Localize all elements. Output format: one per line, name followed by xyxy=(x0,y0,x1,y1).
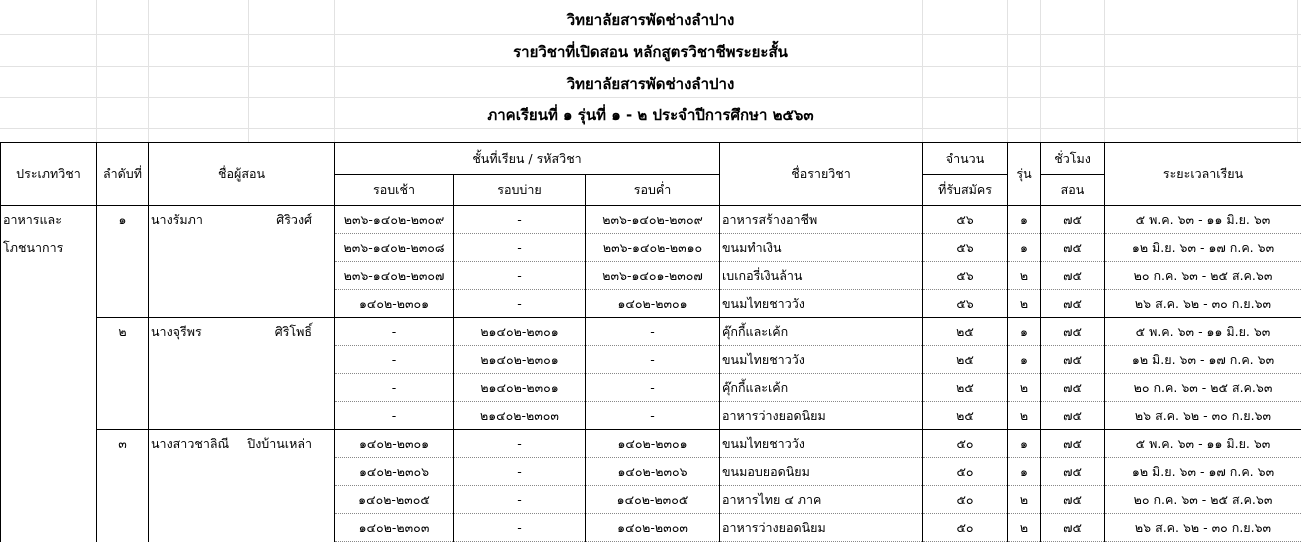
morning-code-cell[interactable]: ๑๔๐๒-๒๓๐๕ xyxy=(335,486,454,514)
capacity-cell[interactable]: ๕๖ xyxy=(923,290,1008,318)
batch-cell[interactable]: ๒ xyxy=(1008,262,1041,290)
order-cell[interactable] xyxy=(97,486,149,514)
batch-cell[interactable]: ๑ xyxy=(1008,430,1041,458)
hours-cell[interactable]: ๗๕ xyxy=(1041,374,1105,402)
afternoon-code-cell[interactable]: - xyxy=(454,458,586,486)
table-row xyxy=(1,374,1301,402)
capacity-cell[interactable]: ๕๖ xyxy=(923,234,1008,262)
teacher-cell[interactable] xyxy=(149,486,335,514)
teacher-cell[interactable] xyxy=(149,514,335,542)
teacher-cell[interactable] xyxy=(149,290,335,318)
title-line-1[interactable]: วิทยาลัยสารพัดช่างลำปาง xyxy=(566,11,735,29)
batch-cell[interactable]: ๑ xyxy=(1008,458,1041,486)
category-cell[interactable] xyxy=(1,486,97,514)
period-cell[interactable]: ๒๖ ส.ค. ๖๒ - ๓๐ ก.ย.๖๓ xyxy=(1105,290,1301,318)
teacher-name xyxy=(151,322,332,342)
morning-code-cell[interactable]: - xyxy=(335,402,454,430)
header-subject[interactable]: ชื่อรายวิชา xyxy=(720,143,923,206)
morning-code-cell[interactable]: ๒๓๖-๑๔๐๒-๒๓๐๙ xyxy=(335,206,454,234)
gridline xyxy=(0,128,1301,129)
capacity-cell[interactable]: ๕๐ xyxy=(923,430,1008,458)
batch-cell[interactable]: ๒ xyxy=(1008,290,1041,318)
hours-cell[interactable]: ๗๕ xyxy=(1041,430,1105,458)
subject-cell[interactable]: ขนมอบยอดนิยม xyxy=(720,458,923,486)
period-cell[interactable]: ๑๒ มิ.ย. ๖๓ - ๑๗ ก.ค. ๖๓ xyxy=(1105,234,1301,262)
category-cell[interactable]: โภชนาการ xyxy=(1,234,97,262)
teacher-cell[interactable] xyxy=(149,206,335,234)
morning-code-cell[interactable]: ๒๓๖-๑๔๐๒-๒๓๐๘ xyxy=(335,234,454,262)
subject-cell[interactable]: ขนมทำเงิน xyxy=(720,234,923,262)
table-row xyxy=(1,318,1301,346)
category-cell[interactable] xyxy=(1,374,97,402)
afternoon-code-cell[interactable]: - xyxy=(454,514,586,542)
period-cell[interactable]: ๑๒ มิ.ย. ๖๓ - ๑๗ ก.ค. ๖๓ xyxy=(1105,458,1301,486)
afternoon-code-cell[interactable]: - xyxy=(454,206,586,234)
table-row xyxy=(1,290,1301,318)
subject-cell[interactable]: ขนมไทยชาววัง xyxy=(720,290,923,318)
teacher-cell[interactable] xyxy=(149,458,335,486)
table-row xyxy=(1,402,1301,430)
capacity-cell[interactable]: ๕๐ xyxy=(923,486,1008,514)
period-cell[interactable]: ๒๐ ก.ค. ๖๓ - ๒๕ ส.ค.๖๓ xyxy=(1105,486,1301,514)
header-row-1 xyxy=(1,143,1301,175)
capacity-cell[interactable]: ๕๐ xyxy=(923,514,1008,542)
period-cell[interactable]: ๕ พ.ค. ๖๓ - ๑๑ มิ.ย. ๖๓ xyxy=(1105,318,1301,346)
hours-cell[interactable]: ๗๕ xyxy=(1041,206,1105,234)
teacher-cell[interactable] xyxy=(149,402,335,430)
order-cell[interactable]: ๓ xyxy=(97,430,149,458)
header-morning[interactable]: รอบเช้า xyxy=(335,175,454,206)
afternoon-code-cell[interactable]: - xyxy=(454,234,586,262)
afternoon-code-cell[interactable]: - xyxy=(454,430,586,458)
order-cell[interactable] xyxy=(97,234,149,262)
evening-code-cell[interactable]: - xyxy=(586,346,720,374)
order-cell[interactable]: ๑ xyxy=(97,206,149,234)
batch-cell[interactable]: ๒ xyxy=(1008,374,1041,402)
afternoon-code-cell[interactable]: - xyxy=(454,262,586,290)
teacher-first-name: นางสาวชาลิณี xyxy=(151,435,230,451)
period-cell[interactable]: ๕ พ.ค. ๖๓ - ๑๑ มิ.ย. ๖๓ xyxy=(1105,206,1301,234)
header-room-code[interactable]: ชั้นที่เรียน / รหัสวิชา xyxy=(335,143,720,175)
capacity-cell[interactable]: ๒๕ xyxy=(923,402,1008,430)
gridline xyxy=(0,97,1301,98)
hours-cell[interactable]: ๗๕ xyxy=(1041,458,1105,486)
header-category[interactable]: ประเภทวิชา xyxy=(1,143,97,206)
subject-cell[interactable]: อาหารสร้างอาชีพ xyxy=(720,206,923,234)
order-cell[interactable] xyxy=(97,514,149,542)
course-table xyxy=(0,142,1301,542)
morning-code-cell[interactable]: - xyxy=(335,374,454,402)
header-teacher[interactable]: ชื่อผู้สอน xyxy=(149,143,335,206)
afternoon-code-cell[interactable]: - xyxy=(454,486,586,514)
category-cell[interactable] xyxy=(1,514,97,542)
evening-code-cell[interactable]: ๑๔๐๒-๒๓๐๖ xyxy=(586,458,720,486)
evening-code-cell[interactable]: - xyxy=(586,318,720,346)
capacity-cell[interactable]: ๒๕ xyxy=(923,318,1008,346)
teacher-cell[interactable] xyxy=(149,346,335,374)
subject-cell[interactable]: ขนมไทยชาววัง xyxy=(720,430,923,458)
title-line-4[interactable]: ภาคเรียนที่ ๑ รุ่นที่ ๑ - ๒ ประจำปีการศึกษา ๒๕๖๓ xyxy=(487,106,814,124)
morning-code-cell[interactable]: - xyxy=(335,346,454,374)
evening-code-cell[interactable]: ๒๓๖-๑๔๐๑-๒๓๐๗ xyxy=(586,262,720,290)
table-body xyxy=(1,143,1301,542)
table-row xyxy=(1,514,1301,542)
hours-cell[interactable]: ๗๕ xyxy=(1041,486,1105,514)
category-cell[interactable] xyxy=(1,290,97,318)
table-row xyxy=(1,486,1301,514)
evening-code-cell[interactable]: ๑๔๐๒-๒๓๐๑ xyxy=(586,290,720,318)
evening-code-cell[interactable]: ๑๔๐๒-๒๓๐๓ xyxy=(586,514,720,542)
evening-code-cell[interactable]: ๒๓๖-๑๔๐๒-๒๓๐๙ xyxy=(586,206,720,234)
header-capacity-2[interactable]: ที่รับสมัคร xyxy=(923,175,1008,206)
order-cell[interactable] xyxy=(97,290,149,318)
hours-cell[interactable]: ๗๕ xyxy=(1041,346,1105,374)
teacher-cell[interactable] xyxy=(149,318,335,346)
batch-cell[interactable]: ๒ xyxy=(1008,514,1041,542)
morning-code-cell[interactable]: - xyxy=(335,318,454,346)
table-row xyxy=(1,234,1301,262)
evening-code-cell[interactable]: - xyxy=(586,374,720,402)
period-cell[interactable]: ๒๖ ส.ค. ๖๒ - ๓๐ ก.ย.๖๓ xyxy=(1105,402,1301,430)
evening-code-cell[interactable]: ๑๔๐๒-๒๓๐๕ xyxy=(586,486,720,514)
period-cell[interactable]: ๑๒ มิ.ย. ๖๓ - ๑๗ ก.ค. ๖๓ xyxy=(1105,346,1301,374)
period-cell[interactable]: ๒๐ ก.ค. ๖๓ - ๒๕ ส.ค.๖๓ xyxy=(1105,374,1301,402)
subject-cell[interactable]: เบเกอรี่เงินล้าน xyxy=(720,262,923,290)
category-cell[interactable] xyxy=(1,402,97,430)
afternoon-code-cell[interactable]: - xyxy=(454,290,586,318)
batch-cell[interactable]: ๑ xyxy=(1008,234,1041,262)
category-cell[interactable] xyxy=(1,458,97,486)
teacher-name xyxy=(151,210,332,230)
header-batch[interactable]: รุ่น xyxy=(1008,143,1041,206)
header-afternoon[interactable]: รอบบ่าย xyxy=(454,175,586,206)
capacity-cell[interactable]: ๕๖ xyxy=(923,206,1008,234)
subject-cell[interactable]: คุ๊กกี้และเค้ก xyxy=(720,318,923,346)
subject-cell[interactable]: อาหารไทย ๔ ภาค xyxy=(720,486,923,514)
period-cell[interactable]: ๕ พ.ค. ๖๓ - ๑๑ มิ.ย. ๖๓ xyxy=(1105,430,1301,458)
teacher-first-name: นางจุรีพร xyxy=(151,323,202,339)
category-cell[interactable] xyxy=(1,262,97,290)
batch-cell[interactable]: ๒ xyxy=(1008,402,1041,430)
order-cell[interactable] xyxy=(97,262,149,290)
teacher-last-name: ปิงบ้านเหล่า xyxy=(247,435,312,451)
header-hours[interactable]: ชั่วโมง xyxy=(1041,143,1105,175)
capacity-cell[interactable]: ๕๖ xyxy=(923,262,1008,290)
category-cell[interactable] xyxy=(1,346,97,374)
morning-code-cell[interactable]: ๑๔๐๒-๒๓๐๑ xyxy=(335,430,454,458)
gridline xyxy=(0,34,1301,35)
capacity-cell[interactable]: ๒๕ xyxy=(923,374,1008,402)
afternoon-code-cell[interactable]: ๒๑๔๐๒-๒๓๐๓ xyxy=(454,402,586,430)
teacher-cell[interactable] xyxy=(149,262,335,290)
table-row xyxy=(1,262,1301,290)
morning-code-cell[interactable]: ๑๔๐๒-๒๓๐๑ xyxy=(335,290,454,318)
morning-code-cell[interactable]: ๑๔๐๒-๒๓๐๖ xyxy=(335,458,454,486)
morning-code-cell[interactable]: ๒๓๖-๑๔๐๒-๒๓๐๗ xyxy=(335,262,454,290)
teacher-last-name: ศิริวงศ์ xyxy=(276,211,312,227)
teacher-last-name: ศิริโพธิ์ xyxy=(274,323,312,339)
header-order[interactable]: ลำดับที่ xyxy=(97,143,149,206)
category-cell[interactable]: อาหารและ xyxy=(1,206,97,234)
teacher-first-name: นางรัมภา xyxy=(151,211,203,227)
hours-cell[interactable]: ๗๕ xyxy=(1041,290,1105,318)
period-cell[interactable]: ๒๖ ส.ค. ๖๒ - ๓๐ ก.ย.๖๓ xyxy=(1105,514,1301,542)
subject-cell[interactable]: อาหารว่างยอดนิยม xyxy=(720,402,923,430)
morning-code-cell[interactable]: ๑๔๐๒-๒๓๐๓ xyxy=(335,514,454,542)
header-capacity[interactable]: จำนวน xyxy=(923,143,1008,175)
batch-cell[interactable]: ๑ xyxy=(1008,346,1041,374)
order-cell[interactable] xyxy=(97,346,149,374)
capacity-cell[interactable]: ๒๕ xyxy=(923,346,1008,374)
header-period[interactable]: ระยะเวลาเรียน xyxy=(1105,143,1301,206)
hours-cell[interactable]: ๗๕ xyxy=(1041,234,1105,262)
header-evening[interactable]: รอบค่ำ xyxy=(586,175,720,206)
order-cell[interactable]: ๒ xyxy=(97,318,149,346)
batch-cell[interactable]: ๒ xyxy=(1008,486,1041,514)
evening-code-cell[interactable]: ๒๓๖-๑๔๐๒-๒๓๑๐ xyxy=(586,234,720,262)
hours-cell[interactable]: ๗๕ xyxy=(1041,318,1105,346)
afternoon-code-cell[interactable]: ๒๑๔๐๒-๒๓๐๑ xyxy=(454,318,586,346)
order-cell[interactable] xyxy=(97,458,149,486)
teacher-cell[interactable] xyxy=(149,234,335,262)
teacher-cell[interactable] xyxy=(149,430,335,458)
teacher-cell[interactable] xyxy=(149,374,335,402)
category-cell[interactable] xyxy=(1,430,97,458)
title-line-2[interactable]: รายวิชาที่เปิดสอน หลักสูตรวิชาชีพระยะสั้น xyxy=(513,43,788,61)
hours-cell[interactable]: ๗๕ xyxy=(1041,402,1105,430)
hours-cell[interactable]: ๗๕ xyxy=(1041,262,1105,290)
teacher-name xyxy=(151,434,332,454)
table-row xyxy=(1,346,1301,374)
order-cell[interactable] xyxy=(97,374,149,402)
title-line-3[interactable]: วิทยาลัยสารพัดช่างลำปาง xyxy=(566,75,735,93)
period-cell[interactable]: ๒๐ ก.ค. ๖๓ - ๒๕ ส.ค.๖๓ xyxy=(1105,262,1301,290)
evening-code-cell[interactable]: - xyxy=(586,402,720,430)
subject-cell[interactable]: อาหารว่างยอดนิยม xyxy=(720,514,923,542)
subject-cell[interactable]: คุ๊กกี้และเค้ก xyxy=(720,374,923,402)
order-cell[interactable] xyxy=(97,402,149,430)
capacity-cell[interactable]: ๕๐ xyxy=(923,458,1008,486)
table-row xyxy=(1,206,1301,234)
hours-cell[interactable]: ๗๕ xyxy=(1041,514,1105,542)
batch-cell[interactable]: ๑ xyxy=(1008,318,1041,346)
batch-cell[interactable]: ๑ xyxy=(1008,206,1041,234)
subject-cell[interactable]: ขนมไทยชาววัง xyxy=(720,346,923,374)
afternoon-code-cell[interactable]: ๒๑๔๐๒-๒๓๐๑ xyxy=(454,374,586,402)
header-hours-2[interactable]: สอน xyxy=(1041,175,1105,206)
evening-code-cell[interactable]: ๑๔๐๒-๒๓๐๑ xyxy=(586,430,720,458)
gridline xyxy=(0,66,1301,67)
table-row xyxy=(1,458,1301,486)
table-row xyxy=(1,430,1301,458)
afternoon-code-cell[interactable]: ๒๑๔๐๒-๒๓๐๑ xyxy=(454,346,586,374)
category-cell[interactable] xyxy=(1,318,97,346)
